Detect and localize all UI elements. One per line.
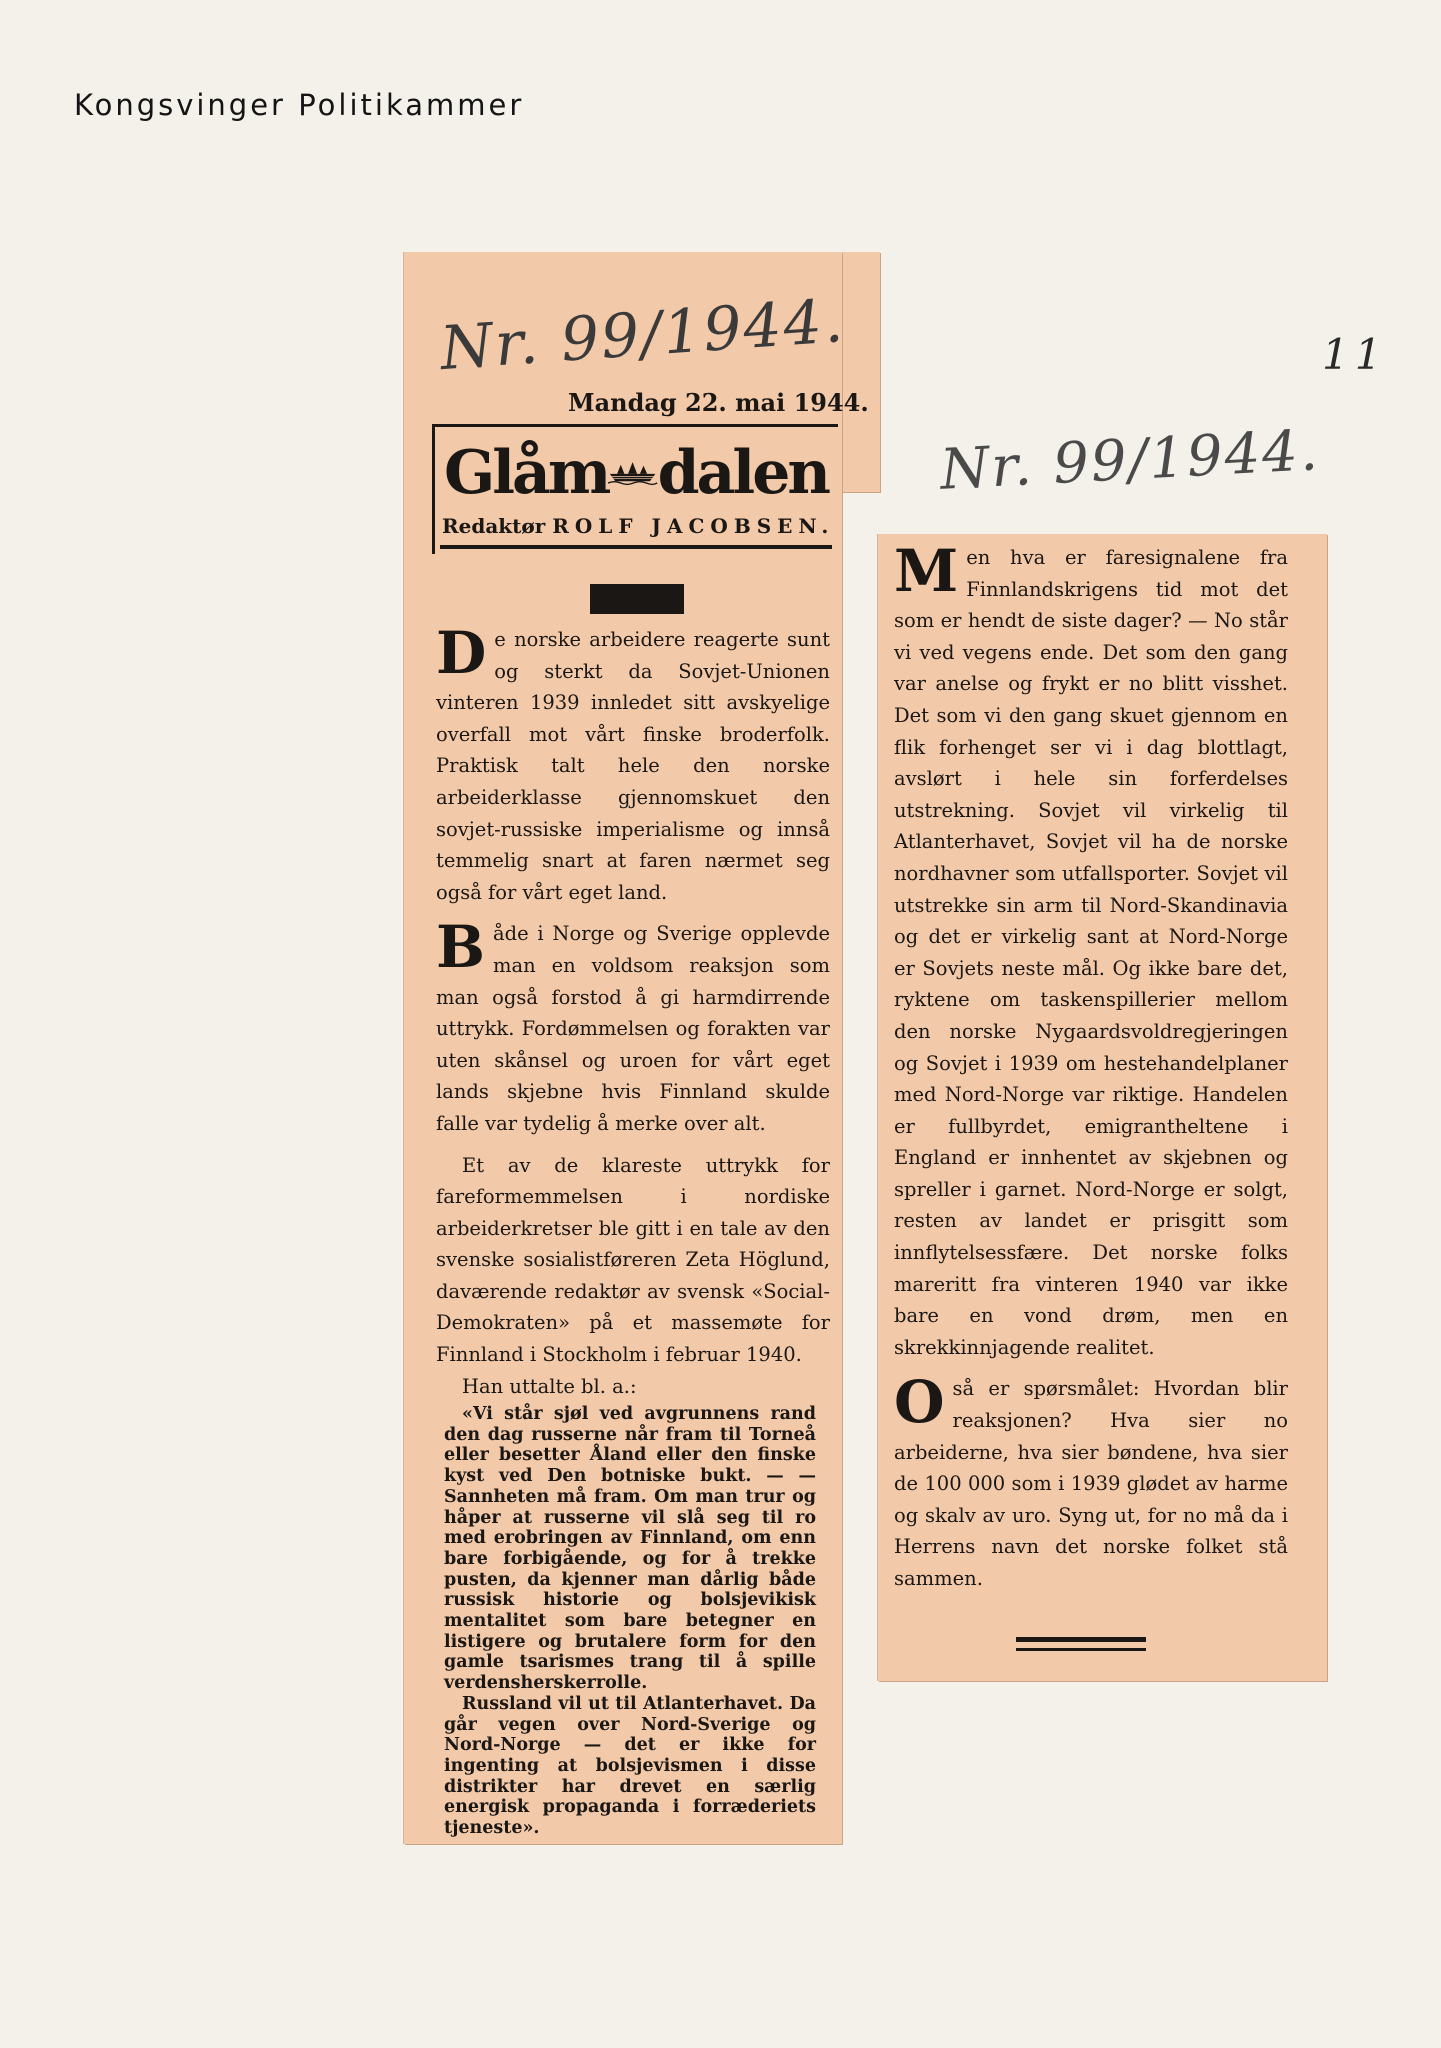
masthead — [444, 438, 828, 508]
rule-left — [432, 424, 435, 554]
publication-date: Mandag 22. mai 1944. — [568, 388, 869, 417]
paragraph-text: Et av de klareste uttrykk for fareformemmelsen i nordiske arbeiderkretser ble gitt i en tale av den svenske sosialistføreren Zeta Höglund, daværende redaktør av svensk «Social-Demokraten» på et massemøte for Finnland i Stockholm i februar 1940. — [436, 1153, 830, 1367]
editor-name: ROLF JACOBSEN. — [552, 514, 835, 538]
drop-cap: D — [436, 619, 487, 687]
paragraph-text: e norske arbeidere reagerte sunt og sterkt da Sovjet-Unionen vinteren 1939 innledet sitt avskyelige overfall mot vårt finske broderfolk. Praktisk talt hele den norske arbeiderklasse gjennomskuet den sovjet-russiske imperialisme og innså temmelig snart at faren nærmet seg også for vårt eget land. — [436, 628, 830, 904]
drop-cap: O — [894, 1368, 945, 1437]
paragraph — [436, 1371, 830, 1403]
end-bar — [1016, 1648, 1146, 1651]
quote-paragraph: Russland vil ut til Atlanterhavet. Da går vegen over Nord-Sverige og Nord-Norge — det er ikke for ingenting at bolsjevismen i disse distrikter har drevet en særlig energisk propaganda i forræderiets tjeneste». — [444, 1693, 816, 1839]
paragraph-text: så er spørsmålet: Hvordan blir reaksjonen? Hva sier no arbeiderne, hva sier bøndene, hva sier de 100 000 som i 1939 glødet av harme og skalv av uro. Syng ut, for no må da i Herrens navn det norske folket stå sammen. — [894, 1377, 1288, 1590]
paragraph — [436, 913, 830, 1139]
letterhead: Kongsvinger Politikammer — [74, 88, 525, 122]
paragraph — [436, 619, 830, 908]
handwritten-number-left: Nr. 99/1944. — [438, 285, 848, 385]
article-right-column — [894, 537, 1288, 1605]
handwritten-number-right: Nr. 99/1944. — [938, 418, 1322, 503]
editor-label: Redaktør — [442, 514, 546, 538]
rule-under-editor — [440, 545, 832, 549]
masthead-part1: Glåm — [444, 438, 609, 508]
paragraph — [436, 1150, 830, 1371]
quote-block — [444, 1404, 816, 1839]
paragraph-text: åde i Norge og Sverige opplevde man en voldsom reaksjon som man også forstod å gi harmdirrende uttrykk. Fordømmelsen og forakten var uten skånsel og uroen for vårt eget lands skjebne hvis Finnland skulde falle var tydelig å merke over alt. — [436, 922, 830, 1135]
paragraph — [894, 1368, 1288, 1594]
paragraph — [894, 537, 1288, 1363]
masthead-part2: dalen — [657, 438, 828, 508]
paragraph-text: Han uttalte bl. a.: — [462, 1374, 637, 1398]
quote-paragraph: «Vi står sjøl ved avgrunnens rand den dag russerne når fram til Torneå eller besetter Åland eller den finske kyst ved Den botniske bukt. — — Sannheten må fram. Om man trur og håper at russerne vil slå seg til ro med erobringen av Finnland, om enn bare forbigående, og for å trekke pusten, da kjenner man dårlig både russisk historie og bolsjevikisk mentalitet som bare betegner en listigere og brutalere form for den gamle tsarismes trang til å spille verdensherskerrolle. — [444, 1404, 816, 1694]
ship-emblem-icon — [608, 445, 657, 501]
rule-top — [432, 424, 838, 427]
editor-line — [442, 514, 834, 538]
paragraph-text: en hva er faresignalene fra Finnlandskrigens tid mot det som er hendt de siste dager? — No står vi ved vegens ende. Det som den gang var anelse og frykt er no blitt visshet. Det som vi den gang skuet gjennom en flik forhenget ser vi i dag blottlagt, avslørt i hele sin forferdelses utstrekning. Sovjet vil virkelig til Atlanterhavet, Sovjet vil ha de norske nordhavner som utfallsporter. Sovjet vil utstrekke sin arm til Nord-Skandinavia og det er virkelig sant at Nord-Norge er Sovjets neste mål. Og ikke bare det, ryktene om taskenspillerier mellom den norske Nygaardsvoldregjeringen og Sovjet i 1939 om hestehandelplaner med Nord-Norge var riktige. Handelen er fullbyrdet, emigrantheltene i England er innhentet av skjebnen og spreller i garnet. Nord-Norge er solgt, resten av landet er prisgitt som innflytelsessfære. Det norske folks mareritt fra vinteren 1940 var ikke bare en vond drøm, men en skrekkinnjagende realitet. — [894, 546, 1288, 1359]
page-number-mark: 11 — [1322, 330, 1388, 379]
drop-cap: B — [436, 913, 486, 982]
drop-cap: M — [894, 537, 959, 605]
section-marker — [590, 584, 684, 614]
article-left-column — [436, 619, 830, 1412]
end-bar — [1016, 1637, 1146, 1642]
